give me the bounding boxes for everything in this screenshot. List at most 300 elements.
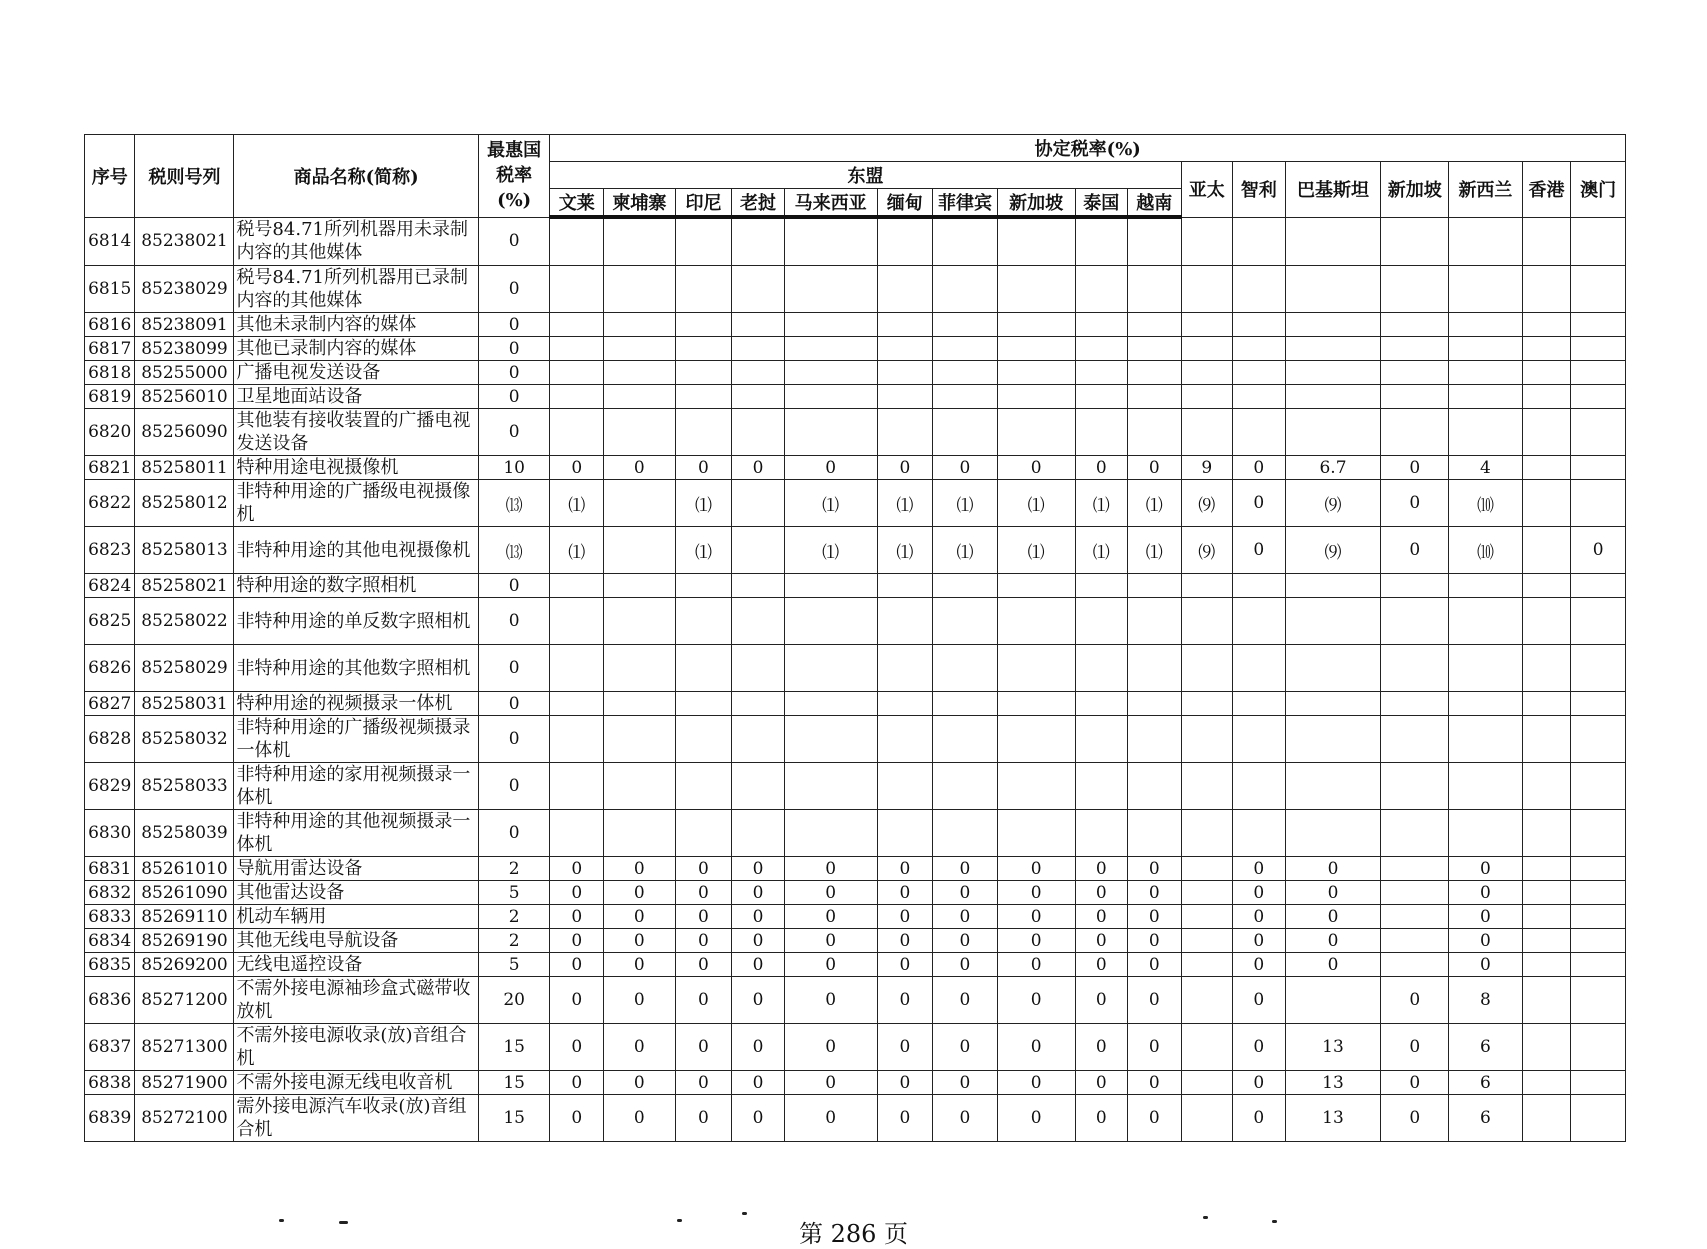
rate-cell: [1128, 810, 1182, 857]
rate-cell: 0: [1075, 929, 1128, 953]
rate-cell: ⑴: [1075, 480, 1128, 527]
rate-cell: [784, 810, 877, 857]
rate-cell: 0: [604, 953, 676, 977]
rate-cell: 0: [675, 1024, 732, 1071]
rate-cell: 0: [877, 857, 933, 881]
rate-cell: 0: [675, 857, 732, 881]
row-seq: 6817: [85, 337, 135, 361]
header-name: 商品名称(简称): [234, 135, 478, 218]
rate-cell: [1285, 574, 1381, 598]
rate-cell: [784, 645, 877, 692]
rate-cell: [877, 598, 933, 645]
rate-cell: [1522, 881, 1570, 905]
rate-cell: [1381, 905, 1449, 929]
rate-cell: [784, 385, 877, 409]
rate-cell: [1285, 313, 1381, 337]
rate-cell: [877, 574, 933, 598]
rate-cell: 0: [1075, 977, 1128, 1024]
rate-cell: ⑴: [675, 480, 732, 527]
rate-cell: [1522, 1024, 1570, 1071]
rate-cell: 0: [877, 1024, 933, 1071]
rate-cell: [1571, 385, 1626, 409]
table-row: [85, 574, 1626, 598]
rate-cell: [604, 337, 676, 361]
header-other: 巴基斯坦: [1285, 162, 1381, 218]
row-seq: 6818: [85, 361, 135, 385]
rate-cell: [604, 763, 676, 810]
rate-cell: [1181, 574, 1232, 598]
table-row: [85, 929, 1626, 953]
rate-cell: [997, 337, 1075, 361]
rate-cell: [1571, 574, 1626, 598]
rate-cell: 0: [1381, 1024, 1449, 1071]
header-other: 澳门: [1571, 162, 1626, 218]
row-seq: 6824: [85, 574, 135, 598]
rate-cell: [675, 266, 732, 313]
rate-cell: ⑽: [1449, 480, 1523, 527]
rate-cell: [1181, 409, 1232, 456]
row-seq: 6834: [85, 929, 135, 953]
rate-cell: [1522, 953, 1570, 977]
rate-cell: [1522, 645, 1570, 692]
rate-cell: [877, 337, 933, 361]
page-footer: 第 286 页: [798, 1220, 909, 1248]
row-name: 非特种用途的广播级视频摄录一体机: [234, 716, 478, 763]
rate-cell: [1181, 977, 1232, 1024]
table-row: [85, 527, 1626, 574]
rate-cell: 0: [675, 929, 732, 953]
rate-cell: [1381, 881, 1449, 905]
rate-cell: [675, 217, 732, 266]
row-mfn: 2: [478, 905, 550, 929]
rate-cell: [1522, 266, 1570, 313]
row-seq: 6826: [85, 645, 135, 692]
rate-cell: [1449, 217, 1523, 266]
rate-cell: [997, 574, 1075, 598]
rate-cell: [877, 692, 933, 716]
rate-cell: [1449, 266, 1523, 313]
rate-cell: [784, 409, 877, 456]
rate-cell: [1571, 456, 1626, 480]
rate-cell: 0: [604, 1071, 676, 1095]
rate-cell: [732, 337, 785, 361]
rate-cell: [732, 598, 785, 645]
rate-cell: [933, 337, 998, 361]
rate-cell: 0: [1449, 881, 1523, 905]
rate-cell: 0: [604, 905, 676, 929]
rate-cell: [997, 598, 1075, 645]
rate-cell: [1181, 217, 1232, 266]
rate-cell: [1181, 929, 1232, 953]
rate-cell: 0: [784, 953, 877, 977]
table-row: [85, 645, 1626, 692]
row-mfn: 0: [478, 645, 550, 692]
rate-cell: [1075, 337, 1128, 361]
rate-cell: [933, 763, 998, 810]
rate-cell: [1381, 385, 1449, 409]
rate-cell: 0: [1571, 527, 1626, 574]
rate-cell: 0: [1285, 857, 1381, 881]
rate-cell: 0: [1233, 881, 1286, 905]
row-mfn: 5: [478, 881, 550, 905]
rate-cell: 0: [997, 1071, 1075, 1095]
rate-cell: 0: [997, 1095, 1075, 1142]
row-code: 85258021: [135, 574, 234, 598]
rate-cell: 0: [933, 1095, 998, 1142]
rate-cell: [1233, 337, 1286, 361]
rate-cell: [877, 645, 933, 692]
row-name: 广播电视发送设备: [234, 361, 478, 385]
rate-cell: [1075, 313, 1128, 337]
rate-cell: [1181, 953, 1232, 977]
row-code: 85271300: [135, 1024, 234, 1071]
rate-cell: [675, 409, 732, 456]
rate-cell: [675, 598, 732, 645]
header-asean-country: 文莱: [550, 189, 604, 218]
rate-cell: [1449, 645, 1523, 692]
rate-cell: [1449, 763, 1523, 810]
rate-cell: [1571, 977, 1626, 1024]
header-mfn: [478, 135, 550, 218]
header-other: 新西兰: [1449, 162, 1523, 218]
rate-cell: [1233, 692, 1286, 716]
rate-cell: 0: [1128, 456, 1182, 480]
table-row: [85, 1024, 1626, 1071]
rate-cell: ⑴: [877, 480, 933, 527]
rate-cell: [1571, 881, 1626, 905]
rate-cell: [933, 810, 998, 857]
row-name: 税号84.71所列机器用未录制内容的其他媒体: [234, 217, 478, 266]
table-row: [85, 385, 1626, 409]
rate-cell: [1571, 409, 1626, 456]
rate-cell: 0: [1075, 953, 1128, 977]
header-other: 智利: [1233, 162, 1286, 218]
rate-cell: [997, 716, 1075, 763]
rate-cell: 0: [933, 929, 998, 953]
rate-cell: [784, 217, 877, 266]
rate-cell: [550, 763, 604, 810]
rate-cell: [877, 385, 933, 409]
rate-cell: [784, 716, 877, 763]
rate-cell: 0: [675, 1071, 732, 1095]
rate-cell: [550, 645, 604, 692]
row-code: 85258033: [135, 763, 234, 810]
rate-cell: [732, 385, 785, 409]
rate-cell: [1075, 361, 1128, 385]
rate-cell: [1285, 361, 1381, 385]
rate-cell: [675, 313, 732, 337]
rate-cell: 0: [604, 1024, 676, 1071]
row-name: 导航用雷达设备: [234, 857, 478, 881]
rate-cell: [732, 527, 785, 574]
table-row: [85, 1071, 1626, 1095]
rate-cell: 0: [1285, 881, 1381, 905]
rate-cell: 0: [1381, 977, 1449, 1024]
rate-cell: ⑼: [1285, 480, 1381, 527]
rate-cell: [1233, 716, 1286, 763]
row-seq: 6828: [85, 716, 135, 763]
rate-cell: [933, 574, 998, 598]
rate-cell: 0: [604, 857, 676, 881]
rate-cell: [1285, 692, 1381, 716]
row-name: 非特种用途的家用视频摄录一体机: [234, 763, 478, 810]
rate-cell: ⑼: [1181, 480, 1232, 527]
rate-cell: [933, 645, 998, 692]
rate-cell: 0: [933, 905, 998, 929]
rate-cell: [604, 361, 676, 385]
rate-cell: [1522, 313, 1570, 337]
rate-cell: 4: [1449, 456, 1523, 480]
rate-cell: [1522, 361, 1570, 385]
rate-cell: [1522, 929, 1570, 953]
header-asean-country: 新加坡: [997, 189, 1075, 218]
rate-cell: [550, 716, 604, 763]
row-name: 特种用途的数字照相机: [234, 574, 478, 598]
table-row: [85, 480, 1626, 527]
rate-cell: 0: [604, 1095, 676, 1142]
rate-cell: 0: [675, 1095, 732, 1142]
row-mfn: 0: [478, 716, 550, 763]
rate-cell: [1522, 857, 1570, 881]
rate-cell: 13: [1285, 1095, 1381, 1142]
rate-cell: 0: [550, 953, 604, 977]
rate-cell: [1181, 810, 1232, 857]
table-row: [85, 905, 1626, 929]
rate-cell: [1522, 1071, 1570, 1095]
row-seq: 6822: [85, 480, 135, 527]
rate-cell: [1181, 881, 1232, 905]
rate-cell: [1233, 574, 1286, 598]
rate-cell: 0: [1285, 905, 1381, 929]
rate-cell: ⑴: [784, 480, 877, 527]
rate-cell: [1522, 716, 1570, 763]
rate-cell: [1181, 692, 1232, 716]
rate-cell: 0: [1233, 977, 1286, 1024]
rate-cell: 0: [675, 881, 732, 905]
rate-cell: 0: [1233, 480, 1286, 527]
row-name: 特种用途电视摄像机: [234, 456, 478, 480]
rate-cell: [933, 266, 998, 313]
rate-cell: [1571, 361, 1626, 385]
header-asean-country: 印尼: [675, 189, 732, 218]
rate-cell: 0: [1233, 929, 1286, 953]
rate-cell: 0: [877, 929, 933, 953]
rate-cell: [877, 810, 933, 857]
rate-cell: [1449, 598, 1523, 645]
header-asean-country: 菲律宾: [933, 189, 998, 218]
rate-cell: [1181, 598, 1232, 645]
rate-cell: [1075, 266, 1128, 313]
rate-cell: [1181, 1095, 1232, 1142]
rate-cell: ⑴: [933, 527, 998, 574]
rate-cell: [1285, 716, 1381, 763]
rate-cell: [604, 266, 676, 313]
rate-cell: 0: [675, 977, 732, 1024]
rate-cell: [604, 480, 676, 527]
rate-cell: [933, 217, 998, 266]
rate-cell: [933, 385, 998, 409]
row-mfn: 0: [478, 763, 550, 810]
rate-cell: [1571, 337, 1626, 361]
rate-cell: [1522, 692, 1570, 716]
table-row: [85, 810, 1626, 857]
rate-cell: 0: [1075, 456, 1128, 480]
row-code: 85256090: [135, 409, 234, 456]
rate-cell: 0: [1449, 953, 1523, 977]
rate-cell: 0: [1075, 1071, 1128, 1095]
rate-cell: 0: [1233, 1071, 1286, 1095]
rate-cell: [604, 217, 676, 266]
row-code: 85238091: [135, 313, 234, 337]
rate-cell: [1233, 598, 1286, 645]
rate-cell: [1075, 409, 1128, 456]
rate-cell: [1233, 217, 1286, 266]
row-mfn: 0: [478, 810, 550, 857]
header-asean-country: 缅甸: [877, 189, 933, 218]
row-seq: 6823: [85, 527, 135, 574]
rate-cell: [1181, 266, 1232, 313]
rate-cell: [1285, 810, 1381, 857]
rate-cell: 0: [1381, 1071, 1449, 1095]
rate-cell: 0: [732, 929, 785, 953]
rate-cell: [550, 598, 604, 645]
rate-cell: 0: [550, 905, 604, 929]
rate-cell: [1522, 574, 1570, 598]
row-mfn: 0: [478, 409, 550, 456]
rate-cell: 0: [1075, 857, 1128, 881]
rate-cell: 0: [550, 857, 604, 881]
rate-cell: [732, 266, 785, 313]
header-asean: 东盟: [550, 162, 1181, 189]
table-row: [85, 598, 1626, 645]
row-name: 非特种用途的其他数字照相机: [234, 645, 478, 692]
rate-cell: [1449, 810, 1523, 857]
rate-cell: [1128, 337, 1182, 361]
rate-cell: [1381, 857, 1449, 881]
rate-cell: 13: [1285, 1024, 1381, 1071]
rate-cell: [1571, 598, 1626, 645]
rate-cell: 0: [732, 1071, 785, 1095]
row-code: 85261090: [135, 881, 234, 905]
rate-cell: [1449, 692, 1523, 716]
row-code: 85258011: [135, 456, 234, 480]
header-mfn-line: 最惠国: [487, 140, 542, 162]
rate-cell: [997, 361, 1075, 385]
rate-cell: [1381, 361, 1449, 385]
rate-cell: [997, 266, 1075, 313]
rate-cell: 0: [933, 857, 998, 881]
rate-cell: [1075, 716, 1128, 763]
rate-cell: [933, 409, 998, 456]
rate-cell: ⑼: [1285, 527, 1381, 574]
rate-cell: [997, 692, 1075, 716]
rate-cell: [1285, 217, 1381, 266]
rate-cell: [877, 217, 933, 266]
rate-cell: [1381, 598, 1449, 645]
rate-cell: [1075, 385, 1128, 409]
rate-cell: [997, 810, 1075, 857]
row-name: 不需外接电源袖珍盒式磁带收放机: [234, 977, 478, 1024]
rate-cell: 0: [933, 456, 998, 480]
rate-cell: [1571, 645, 1626, 692]
rate-cell: [784, 337, 877, 361]
rate-cell: 0: [732, 977, 785, 1024]
rate-cell: 0: [1233, 1095, 1286, 1142]
rate-cell: [1233, 645, 1286, 692]
row-mfn: 0: [478, 337, 550, 361]
table-row: [85, 857, 1626, 881]
header-seq: 序号: [85, 135, 135, 218]
rate-cell: [1381, 313, 1449, 337]
rate-cell: [1181, 645, 1232, 692]
row-seq: 6825: [85, 598, 135, 645]
rate-cell: [997, 313, 1075, 337]
rate-cell: [604, 385, 676, 409]
header-mfn-line: (%): [497, 190, 532, 212]
header-other: 亚太: [1181, 162, 1232, 218]
rate-cell: 0: [877, 881, 933, 905]
row-mfn: 2: [478, 857, 550, 881]
row-mfn: 20: [478, 977, 550, 1024]
rate-cell: ⑴: [1128, 527, 1182, 574]
rate-cell: 0: [732, 953, 785, 977]
rate-cell: [1075, 692, 1128, 716]
rate-cell: [732, 361, 785, 385]
rate-cell: 0: [1128, 881, 1182, 905]
rate-cell: [784, 361, 877, 385]
rate-cell: [1181, 905, 1232, 929]
rate-cell: [1571, 266, 1626, 313]
rate-cell: 13: [1285, 1071, 1381, 1095]
rate-cell: [732, 480, 785, 527]
rate-cell: [1181, 361, 1232, 385]
rate-cell: [675, 810, 732, 857]
rate-cell: [1381, 266, 1449, 313]
rate-cell: [1522, 977, 1570, 1024]
rate-cell: 0: [604, 456, 676, 480]
row-name: 其他未录制内容的媒体: [234, 313, 478, 337]
rate-cell: 0: [784, 905, 877, 929]
header-other: 新加坡: [1381, 162, 1449, 218]
rate-cell: [1381, 574, 1449, 598]
table-row: [85, 409, 1626, 456]
row-code: 85258029: [135, 645, 234, 692]
header-asean-country: 老挝: [732, 189, 785, 218]
table-row: [85, 1095, 1626, 1142]
rate-cell: [1522, 385, 1570, 409]
rate-cell: [877, 313, 933, 337]
row-code: 85271900: [135, 1071, 234, 1095]
rate-cell: 0: [933, 881, 998, 905]
rate-cell: ⑴: [877, 527, 933, 574]
rate-cell: [1522, 763, 1570, 810]
rate-cell: 0: [784, 456, 877, 480]
rate-cell: [877, 361, 933, 385]
rate-cell: [550, 810, 604, 857]
rate-cell: 0: [550, 881, 604, 905]
rate-cell: ⑴: [933, 480, 998, 527]
rate-cell: [1233, 409, 1286, 456]
rate-cell: 0: [1128, 977, 1182, 1024]
rate-cell: [1128, 574, 1182, 598]
rate-cell: 0: [604, 977, 676, 1024]
rate-cell: [1075, 763, 1128, 810]
row-mfn: ⒀: [478, 480, 550, 527]
rate-cell: 0: [550, 1024, 604, 1071]
rate-cell: [1285, 385, 1381, 409]
rate-cell: [1128, 385, 1182, 409]
rate-cell: [1181, 763, 1232, 810]
